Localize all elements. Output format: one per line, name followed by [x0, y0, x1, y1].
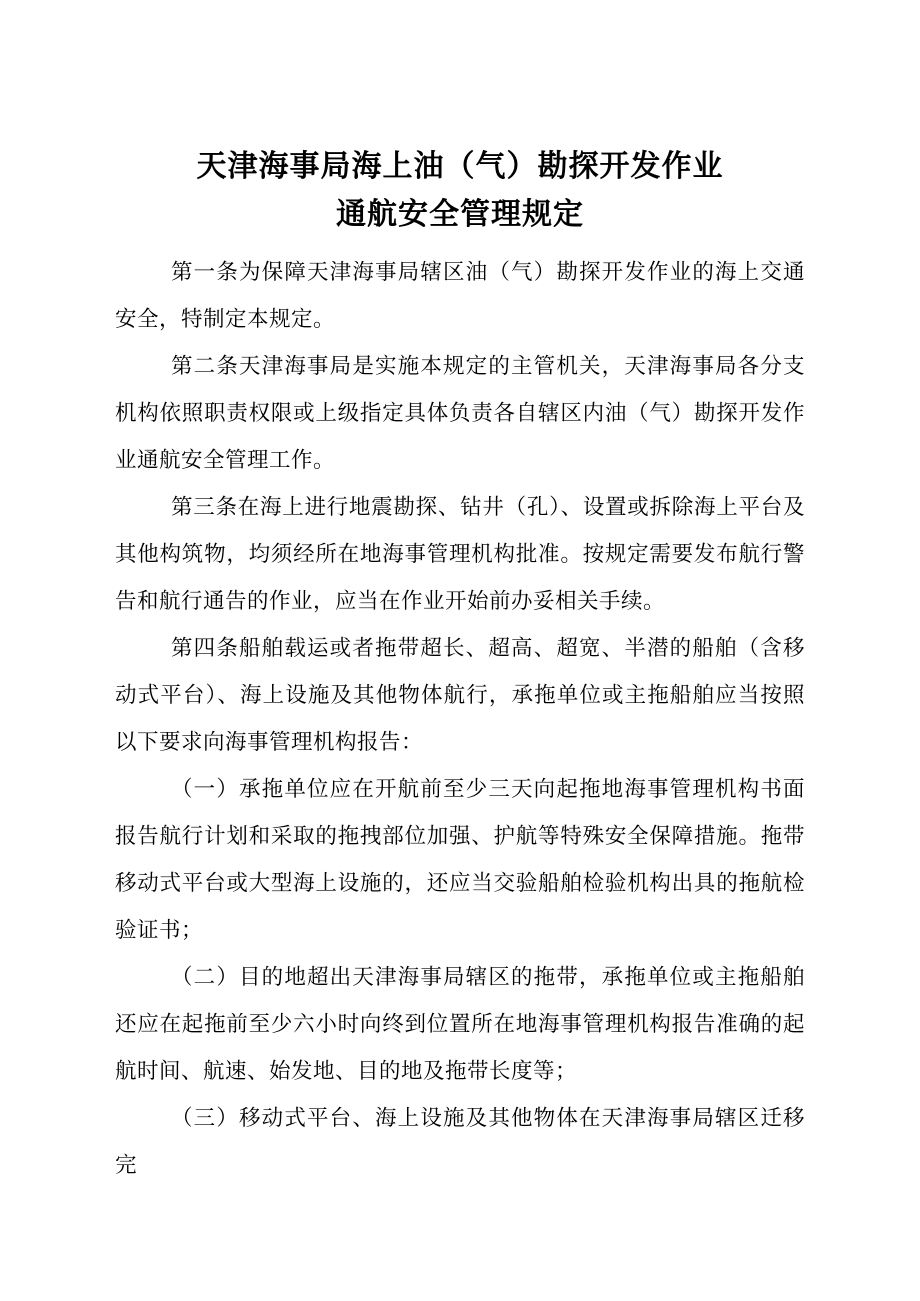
paragraph: 第一条为保障天津海事局辖区油（气）勘探开发作业的海上交通安全，特制定本规定。 [115, 260, 805, 331]
paragraph: 第二条天津海事局是实施本规定的主管机关，天津海事局各分支机构依照职责权限或上级指定具体负责各自辖区内油（气）勘探开发作业通航安全管理工作。 [115, 354, 805, 472]
paragraph: （三）移动式平台、海上设施及其他物体在天津海事局辖区迁移完 [115, 1106, 805, 1177]
paragraph: 第四条船舶载运或者拖带超长、超高、超宽、半潜的船舶（含移动式平台）、海上设施及其他物体航行，承拖单位或主拖船舶应当按照以下要求向海事管理机构报告： [115, 636, 805, 754]
paragraph: （二）目的地超出天津海事局辖区的拖带，承拖单位或主拖船舶还应在起拖前至少六小时向终到位置所在地海事管理机构报告准确的起航时间、航速、始发地、目的地及拖带长度等； [115, 965, 805, 1083]
document-body [115, 249, 805, 1189]
title-line-1: 天津海事局海上油（气）勘探开发作业 [196, 150, 724, 183]
title-line-2: 通航安全管理规定 [336, 198, 584, 231]
document-title [115, 143, 805, 239]
paragraph: 第三条在海上进行地震勘探、钻井（孔）、设置或拆除海上平台及其他构筑物，均须经所在地海事管理机构批准。按规定需要发布航行警告和航行通告的作业，应当在作业开始前办妥相关手续。 [115, 495, 805, 613]
paragraph: （一）承拖单位应在开航前至少三天向起拖地海事管理机构书面报告航行计划和采取的拖拽部位加强、护航等特殊安全保障措施。拖带移动式平台或大型海上设施的，还应当交验船舶检验机构出具的拖航检验证书； [115, 777, 805, 942]
